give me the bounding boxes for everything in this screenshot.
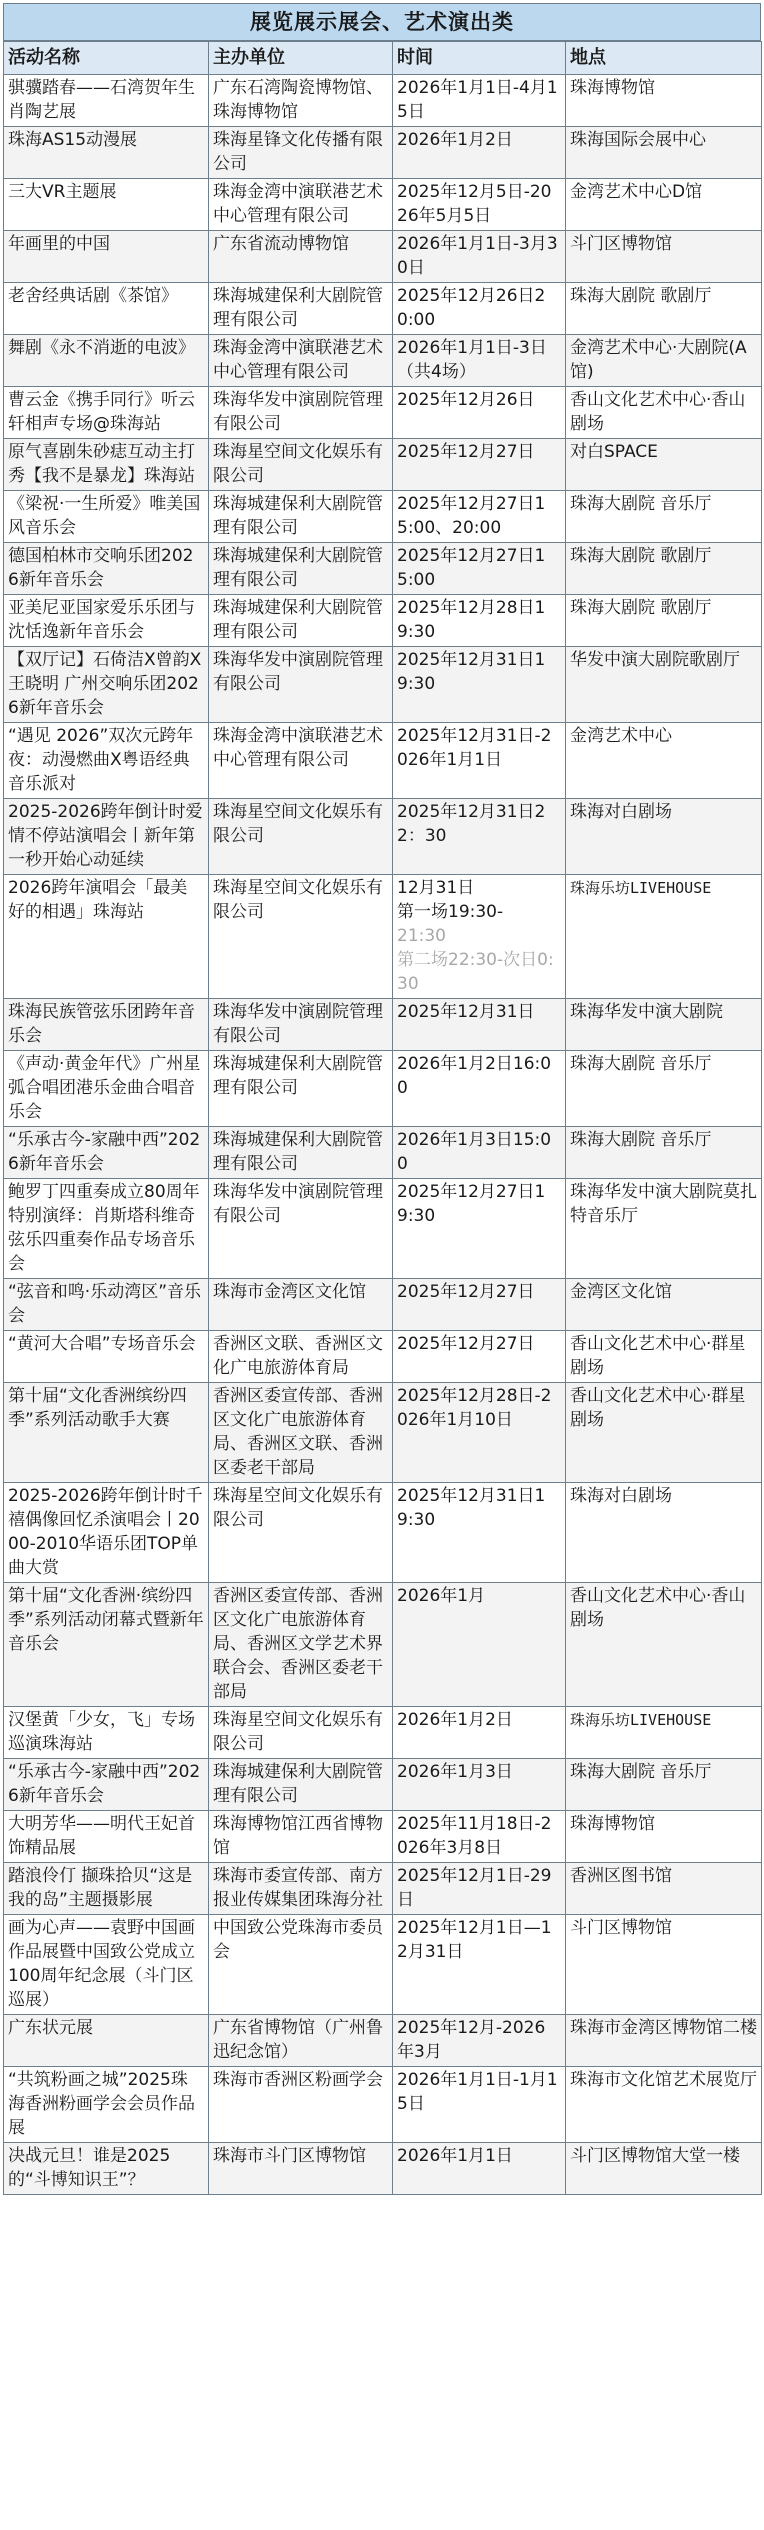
table-row — [4, 2067, 762, 2143]
table-row — [4, 999, 762, 1051]
cell-organizer: 珠海华发中演剧院管理有限公司 — [209, 999, 393, 1051]
cell-venue: 华发中演大剧院歌剧厅 — [566, 647, 762, 723]
cell-activity: 曹云金《携手同行》听云轩相声专场@珠海站 — [4, 387, 209, 439]
table-row — [4, 127, 762, 179]
table-row — [4, 231, 762, 283]
cell-organizer: 珠海城建保利大剧院管理有限公司 — [209, 543, 393, 595]
cell-organizer: 珠海城建保利大剧院管理有限公司 — [209, 595, 393, 647]
cell-organizer: 珠海城建保利大剧院管理有限公司 — [209, 283, 393, 335]
table-row — [4, 387, 762, 439]
cell-activity: 画为心声——袁野中国画作品展暨中国致公党成立100周年纪念展（斗门区巡展） — [4, 1915, 209, 2015]
cell-activity: 德国柏林市交响乐团2026新年音乐会 — [4, 543, 209, 595]
events-table — [3, 41, 762, 2195]
cell-time: 2026年1月2日 — [393, 1707, 566, 1759]
cell-activity: “乐承古今-家融中西”2026新年音乐会 — [4, 1127, 209, 1179]
cell-organizer: 中国致公党珠海市委员会 — [209, 1915, 393, 2015]
table-row — [4, 335, 762, 387]
table-row — [4, 723, 762, 799]
cell-time: 2025年12月26日 — [393, 387, 566, 439]
cell-activity: 亚美尼亚国家爱乐乐团与沈恬逸新年音乐会 — [4, 595, 209, 647]
cell-time: 2026年1月3日 — [393, 1759, 566, 1811]
cell-organizer: 广东石湾陶瓷博物馆、珠海博物馆 — [209, 75, 393, 127]
cell-activity: 2025-2026跨年倒计时千禧偶像回忆杀演唱会丨2000-2010华语乐团TOP单曲大赏 — [4, 1483, 209, 1583]
table-row — [4, 1331, 762, 1383]
cell-venue: 对白SPACE — [566, 439, 762, 491]
cell-venue: 金湾区文化馆 — [566, 1279, 762, 1331]
cell-organizer: 广东省博物馆（广州鲁迅纪念馆） — [209, 2015, 393, 2067]
cell-time: 2026年1月1日-3日（共4场） — [393, 335, 566, 387]
table-row — [4, 1127, 762, 1179]
cell-activity: 珠海民族管弦乐团跨年音乐会 — [4, 999, 209, 1051]
cell-activity: 老舍经典话剧《茶馆》 — [4, 283, 209, 335]
cell-venue: 香山文化艺术中心·香山剧场 — [566, 387, 762, 439]
cell-venue: 香山文化艺术中心·群星剧场 — [566, 1383, 762, 1483]
cell-activity: “黄河大合唱”专场音乐会 — [4, 1331, 209, 1383]
cell-time: 2025年12月1日—12月31日 — [393, 1915, 566, 2015]
time-line: 第二场22:30-次日0:30 — [397, 950, 554, 994]
cell-organizer: 珠海星锋文化传播有限公司 — [209, 127, 393, 179]
header-venue: 地点 — [566, 42, 762, 75]
cell-organizer: 珠海市香洲区粉画学会 — [209, 2067, 393, 2143]
cell-time: 2025年12月5日-2026年5月5日 — [393, 179, 566, 231]
header-activity: 活动名称 — [4, 42, 209, 75]
cell-time: 2026年1月1日 — [393, 2143, 566, 2195]
cell-time: 2026年1月 — [393, 1583, 566, 1707]
cell-time: 2026年1月1日-4月15日 — [393, 75, 566, 127]
table-row — [4, 1483, 762, 1583]
cell-venue: 珠海大剧院 音乐厅 — [566, 491, 762, 543]
cell-venue: 香山文化艺术中心·香山剧场 — [566, 1583, 762, 1707]
cell-organizer: 珠海星空间文化娱乐有限公司 — [209, 1483, 393, 1583]
cell-time: 2025年12月31日22：30 — [393, 799, 566, 875]
cell-venue: 珠海大剧院 音乐厅 — [566, 1759, 762, 1811]
time-line: 21:30 — [397, 926, 446, 946]
cell-activity: 三大VR主题展 — [4, 179, 209, 231]
table-row — [4, 1863, 762, 1915]
cell-time: 2025年12月28日19:30 — [393, 595, 566, 647]
cell-venue: 金湾艺术中心D馆 — [566, 179, 762, 231]
cell-activity: 决战元旦！谁是2025的“斗博知识王”？ — [4, 2143, 209, 2195]
cell-time: 2025年12月31日 — [393, 999, 566, 1051]
table-row — [4, 1707, 762, 1759]
cell-time: 2026年1月2日 — [393, 127, 566, 179]
cell-activity: “遇见 2026”双次元跨年夜：动漫燃曲X粤语经典音乐派对 — [4, 723, 209, 799]
cell-activity: “乐承古今-家融中西”2026新年音乐会 — [4, 1759, 209, 1811]
cell-organizer: 珠海华发中演剧院管理有限公司 — [209, 387, 393, 439]
cell-organizer: 珠海市斗门区博物馆 — [209, 2143, 393, 2195]
cell-activity: 踏浪伶仃 撷珠拾贝“这是我的岛”主题摄影展 — [4, 1863, 209, 1915]
table-row — [4, 75, 762, 127]
cell-organizer: 香洲区委宣传部、香洲区文化广电旅游体育局、香洲区文学艺术界联合会、香洲区委老干部局 — [209, 1583, 393, 1707]
cell-organizer: 珠海星空间文化娱乐有限公司 — [209, 439, 393, 491]
cell-activity: “弦音和鸣·乐动湾区”音乐会 — [4, 1279, 209, 1331]
cell-organizer: 珠海城建保利大剧院管理有限公司 — [209, 1127, 393, 1179]
cell-venue: 珠海大剧院 歌剧厅 — [566, 595, 762, 647]
cell-activity: 汉堡黄「少女，飞」专场巡演珠海站 — [4, 1707, 209, 1759]
cell-time: 2025年12月27日15:00 — [393, 543, 566, 595]
cell-activity: 鲍罗丁四重奏成立80周年特别演绎：肖斯塔科维奇弦乐四重奏作品专场音乐会 — [4, 1179, 209, 1279]
cell-organizer: 珠海星空间文化娱乐有限公司 — [209, 875, 393, 999]
cell-organizer: 珠海城建保利大剧院管理有限公司 — [209, 1759, 393, 1811]
table-row — [4, 1811, 762, 1863]
cell-activity: 舞剧《永不消逝的电波》 — [4, 335, 209, 387]
cell-venue: 珠海对白剧场 — [566, 799, 762, 875]
cell-organizer: 珠海金湾中演联港艺术中心管理有限公司 — [209, 723, 393, 799]
cell-venue: 珠海华发中演大剧院 — [566, 999, 762, 1051]
cell-activity: 大明芳华——明代王妃首饰精品展 — [4, 1811, 209, 1863]
cell-organizer: 珠海城建保利大剧院管理有限公司 — [209, 1051, 393, 1127]
cell-venue: 珠海大剧院 歌剧厅 — [566, 543, 762, 595]
sheet-title: 展览展示展会、艺术演出类 — [3, 3, 761, 41]
cell-venue: 珠海对白剧场 — [566, 1483, 762, 1583]
cell-venue: 珠海市文化馆艺术展览厅 — [566, 2067, 762, 2143]
table-row — [4, 1179, 762, 1279]
cell-time: 2025年12月28日-2026年1月10日 — [393, 1383, 566, 1483]
cell-organizer: 珠海星空间文化娱乐有限公司 — [209, 799, 393, 875]
cell-activity: 2025-2026跨年倒计时爱情不停站演唱会丨新年第一秒开始心动延续 — [4, 799, 209, 875]
table-row — [4, 1051, 762, 1127]
cell-activity: 原气喜剧朱砂痣互动主打秀【我不是暴龙】珠海站 — [4, 439, 209, 491]
cell-venue: 斗门区博物馆 — [566, 1915, 762, 2015]
cell-time: 2026年1月1日-1月15日 — [393, 2067, 566, 2143]
table-row — [4, 875, 762, 999]
cell-activity: 《声动·黄金年代》广州星弧合唱团港乐金曲合唱音乐会 — [4, 1051, 209, 1127]
cell-activity: 2026跨年演唱会「最美好的相遇」珠海站 — [4, 875, 209, 999]
table-row — [4, 1583, 762, 1707]
cell-venue: 珠海华发中演大剧院莫扎特音乐厅 — [566, 1179, 762, 1279]
table-row — [4, 283, 762, 335]
cell-organizer: 珠海城建保利大剧院管理有限公司 — [209, 491, 393, 543]
table-row — [4, 1759, 762, 1811]
cell-venue: 金湾艺术中心·大剧院(A馆) — [566, 335, 762, 387]
cell-organizer: 珠海星空间文化娱乐有限公司 — [209, 1707, 393, 1759]
header-row — [4, 42, 762, 75]
events-sheet — [3, 3, 761, 2195]
cell-venue: 斗门区博物馆 — [566, 231, 762, 283]
cell-organizer: 广东省流动博物馆 — [209, 231, 393, 283]
cell-activity: 骐骥踏春——石湾贺年生肖陶艺展 — [4, 75, 209, 127]
cell-activity: 第十届“文化香洲缤纷四季”系列活动歌手大赛 — [4, 1383, 209, 1483]
table-row — [4, 439, 762, 491]
table-row — [4, 2143, 762, 2195]
table-row — [4, 1915, 762, 2015]
time-line: 12月31日 — [397, 878, 475, 898]
cell-venue: 珠海大剧院 音乐厅 — [566, 1051, 762, 1127]
cell-venue: 香山文化艺术中心·群星剧场 — [566, 1331, 762, 1383]
cell-time: 2025年12月-2026年3月 — [393, 2015, 566, 2067]
cell-time: 2025年12月31日19:30 — [393, 647, 566, 723]
cell-time: 2025年12月27日 — [393, 1279, 566, 1331]
cell-time: 2025年12月1日-29日 — [393, 1863, 566, 1915]
cell-venue: 珠海大剧院 歌剧厅 — [566, 283, 762, 335]
cell-time: 2025年12月27日19:30 — [393, 1179, 566, 1279]
cell-activity: 珠海AS15动漫展 — [4, 127, 209, 179]
cell-venue: 金湾艺术中心 — [566, 723, 762, 799]
cell-organizer: 珠海华发中演剧院管理有限公司 — [209, 1179, 393, 1279]
table-row — [4, 491, 762, 543]
cell-time: 2025年12月27日 — [393, 1331, 566, 1383]
cell-time: 2025年12月31日-2026年1月1日 — [393, 723, 566, 799]
header-time: 时间 — [393, 42, 566, 75]
cell-venue: 珠海乐坊LIVEHOUSE — [566, 1707, 762, 1759]
cell-activity: 广东状元展 — [4, 2015, 209, 2067]
cell-activity: “共筑粉画之城”2025珠海香洲粉画学会会员作品展 — [4, 2067, 209, 2143]
cell-organizer: 珠海市委宣传部、南方报业传媒集团珠海分社 — [209, 1863, 393, 1915]
cell-venue: 斗门区博物馆大堂一楼 — [566, 2143, 762, 2195]
cell-time: 2026年1月3日15:00 — [393, 1127, 566, 1179]
cell-venue: 珠海市金湾区博物馆二楼 — [566, 2015, 762, 2067]
cell-organizer: 香洲区委宣传部、香洲区文化广电旅游体育局、香洲区文联、香洲区委老干部局 — [209, 1383, 393, 1483]
cell-venue: 珠海国际会展中心 — [566, 127, 762, 179]
cell-organizer: 珠海金湾中演联港艺术中心管理有限公司 — [209, 179, 393, 231]
cell-organizer: 珠海博物馆江西省博物馆 — [209, 1811, 393, 1863]
cell-time: 2025年12月27日15:00、20:00 — [393, 491, 566, 543]
table-row — [4, 543, 762, 595]
cell-time: 2026年1月1日-3月30日 — [393, 231, 566, 283]
cell-venue: 香洲区图书馆 — [566, 1863, 762, 1915]
cell-time: 2025年11月18日-2026年3月8日 — [393, 1811, 566, 1863]
cell-venue: 珠海博物馆 — [566, 1811, 762, 1863]
time-line: 第一场19:30- — [397, 902, 504, 922]
table-row — [4, 1279, 762, 1331]
cell-activity: 年画里的中国 — [4, 231, 209, 283]
table-row — [4, 179, 762, 231]
table-row — [4, 799, 762, 875]
cell-organizer: 香洲区文联、香洲区文化广电旅游体育局 — [209, 1331, 393, 1383]
cell-activity: 《梁祝·一生所爱》唯美国风音乐会 — [4, 491, 209, 543]
table-row — [4, 647, 762, 723]
cell-time: 2025年12月27日 — [393, 439, 566, 491]
cell-organizer: 珠海市金湾区文化馆 — [209, 1279, 393, 1331]
cell-organizer: 珠海华发中演剧院管理有限公司 — [209, 647, 393, 723]
header-organizer: 主办单位 — [209, 42, 393, 75]
table-row — [4, 1383, 762, 1483]
cell-time: 2025年12月26日20:00 — [393, 283, 566, 335]
cell-venue: 珠海乐坊LIVEHOUSE — [566, 875, 762, 999]
cell-organizer: 珠海金湾中演联港艺术中心管理有限公司 — [209, 335, 393, 387]
cell-time: 2026年1月2日16:00 — [393, 1051, 566, 1127]
cell-activity: 【双厅记】石倚洁X曾韵X王晓明 广州交响乐团2026新年音乐会 — [4, 647, 209, 723]
cell-time — [393, 875, 566, 999]
cell-activity: 第十届“文化香洲·缤纷四季”系列活动闭幕式暨新年音乐会 — [4, 1583, 209, 1707]
cell-venue: 珠海大剧院 音乐厅 — [566, 1127, 762, 1179]
table-row — [4, 2015, 762, 2067]
cell-venue: 珠海博物馆 — [566, 75, 762, 127]
cell-time: 2025年12月31日19:30 — [393, 1483, 566, 1583]
table-row — [4, 595, 762, 647]
